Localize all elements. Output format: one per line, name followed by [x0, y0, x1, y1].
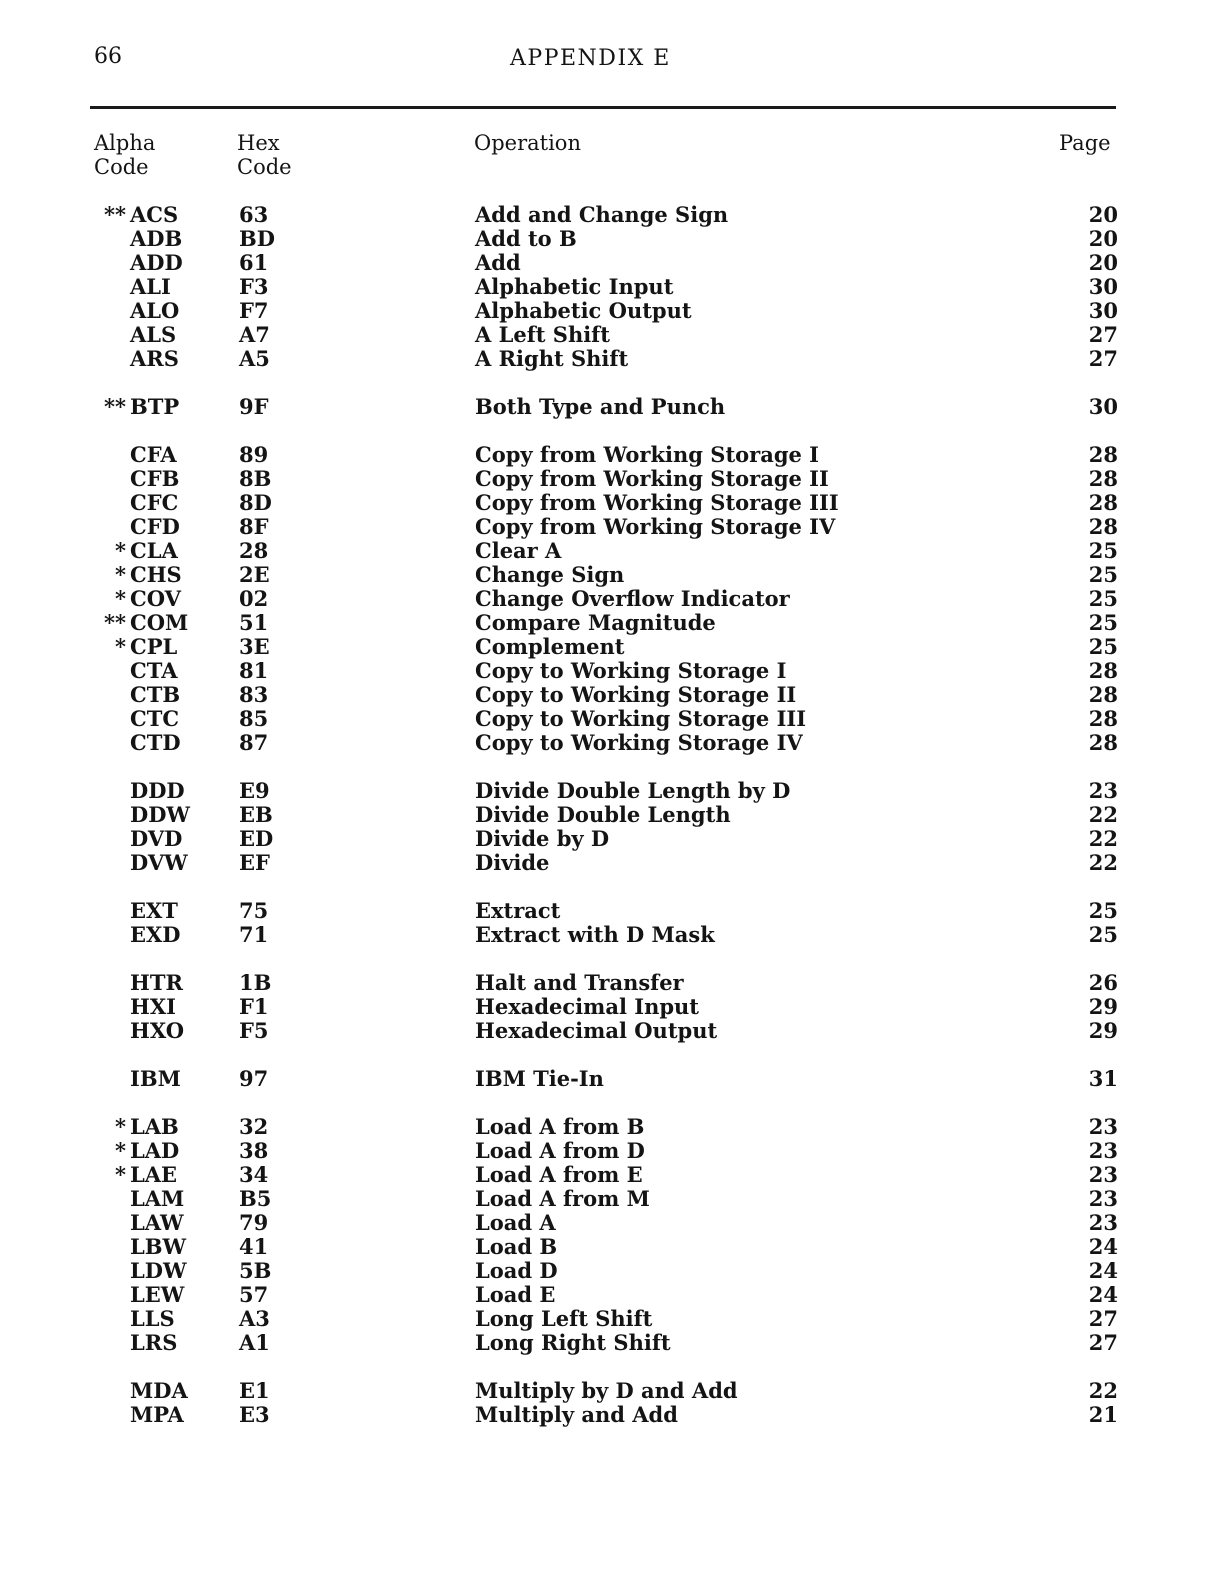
page-reference: 25 — [1088, 562, 1118, 587]
hex-code: BD — [239, 226, 275, 251]
alpha-code: MPA — [130, 1402, 184, 1427]
hex-code: EB — [239, 802, 273, 827]
alpha-code: LDW — [130, 1258, 187, 1283]
table-row — [0, 587, 1224, 611]
page-reference: 22 — [1088, 826, 1118, 851]
table-row — [0, 299, 1224, 323]
column-header-operation: Operation — [474, 131, 581, 155]
alpha-code: DDD — [130, 778, 185, 803]
table-row — [0, 539, 1224, 563]
alpha-code: ADB — [130, 226, 183, 251]
alpha-code: LEW — [130, 1282, 185, 1307]
page-reference: 22 — [1088, 1378, 1118, 1403]
hex-code: 1B — [239, 970, 272, 995]
hex-code: 41 — [239, 1234, 269, 1259]
alpha-code: HXO — [130, 1018, 185, 1043]
table-row — [0, 779, 1224, 803]
table-row — [0, 323, 1224, 347]
page-reference: 31 — [1088, 1066, 1118, 1091]
page-reference: 25 — [1088, 898, 1118, 923]
operation-name: A Left Shift — [475, 322, 610, 347]
table-row — [0, 899, 1224, 923]
table-row — [0, 971, 1224, 995]
operation-name: Extract — [475, 898, 561, 923]
table-row — [0, 227, 1224, 251]
table-row — [0, 1139, 1224, 1163]
alpha-code: DDW — [130, 802, 191, 827]
column-header-alpha-code — [94, 131, 155, 179]
hex-code: 8F — [239, 514, 269, 539]
page-reference: 25 — [1088, 634, 1118, 659]
page-reference: 20 — [1088, 226, 1118, 251]
hex-code: B5 — [239, 1186, 272, 1211]
alpha-code: CPL — [130, 634, 178, 659]
alpha-code: LAW — [130, 1210, 184, 1235]
operation-name: Complement — [475, 634, 625, 659]
table-row — [0, 563, 1224, 587]
reference-mark: * — [115, 1138, 126, 1163]
operation-name: Load D — [475, 1258, 558, 1283]
hex-code: 8B — [239, 466, 272, 491]
hex-code: A3 — [239, 1306, 270, 1331]
table-row — [0, 851, 1224, 875]
hex-code: 85 — [239, 706, 269, 731]
table-row — [0, 1259, 1224, 1283]
hex-code: 63 — [239, 202, 269, 227]
table-row — [0, 1283, 1224, 1307]
operation-name: Load A from E — [475, 1162, 643, 1187]
page-title: APPENDIX E — [510, 46, 671, 71]
operation-name: IBM Tie-In — [475, 1066, 604, 1091]
column-header-alpha-line-2: Code — [94, 155, 149, 179]
hex-code: 75 — [239, 898, 269, 923]
alpha-code: COM — [130, 610, 189, 635]
hex-code: EF — [239, 850, 270, 875]
hex-code: 57 — [239, 1282, 269, 1307]
operation-name: Change Sign — [475, 562, 625, 587]
alpha-code: DVD — [130, 826, 183, 851]
reference-mark: ** — [104, 610, 126, 635]
operation-name: Divide — [475, 850, 550, 875]
page-reference: 25 — [1088, 538, 1118, 563]
table-row — [0, 1331, 1224, 1355]
table-row — [0, 923, 1224, 947]
page-reference: 22 — [1088, 850, 1118, 875]
hex-code: 34 — [239, 1162, 269, 1187]
table-row — [0, 251, 1224, 275]
hex-code: ED — [239, 826, 274, 851]
reference-mark: ** — [104, 394, 126, 419]
alpha-code: CFA — [130, 442, 177, 467]
table-row — [0, 347, 1224, 371]
operation-name: Compare Magnitude — [475, 610, 716, 635]
hex-code: E9 — [239, 778, 270, 803]
operation-name: Divide Double Length by D — [475, 778, 791, 803]
hex-code: A7 — [239, 322, 270, 347]
page-reference: 24 — [1088, 1258, 1118, 1283]
operation-name: Load A from D — [475, 1138, 645, 1163]
column-header-alpha-line-1: Alpha — [94, 131, 156, 155]
operation-name: Copy from Working Storage I — [475, 442, 820, 467]
operation-name: Copy from Working Storage III — [475, 490, 839, 515]
page-reference: 23 — [1088, 778, 1118, 803]
alpha-code: CTC — [130, 706, 180, 731]
operation-name: Clear A — [475, 538, 562, 563]
table-row — [0, 491, 1224, 515]
hex-code: F5 — [239, 1018, 269, 1043]
operation-name: Divide by D — [475, 826, 610, 851]
operation-name: Halt and Transfer — [475, 970, 684, 995]
hex-code: E3 — [239, 1402, 270, 1427]
page-reference: 28 — [1088, 490, 1118, 515]
hex-code: 02 — [239, 586, 269, 611]
column-header-page: Page — [1059, 131, 1111, 155]
reference-mark: * — [115, 586, 126, 611]
hex-code: 97 — [239, 1066, 269, 1091]
page-reference: 27 — [1088, 1330, 1118, 1355]
alpha-code: CTD — [130, 730, 181, 755]
table-row — [0, 659, 1224, 683]
operation-name: Multiply by D and Add — [475, 1378, 738, 1403]
table-row — [0, 1163, 1224, 1187]
alpha-code: LRS — [130, 1330, 178, 1355]
alpha-code: BTP — [130, 394, 180, 419]
table-row — [0, 1019, 1224, 1043]
operation-name: Hexadecimal Output — [475, 1018, 718, 1043]
page-reference: 28 — [1088, 466, 1118, 491]
hex-code: 3E — [239, 634, 270, 659]
table-row — [0, 827, 1224, 851]
table-row — [0, 1403, 1224, 1427]
operation-name: Divide Double Length — [475, 802, 731, 827]
page-reference: 28 — [1088, 514, 1118, 539]
page-reference: 28 — [1088, 730, 1118, 755]
operation-name: Add and Change Sign — [475, 202, 729, 227]
page-number: 66 — [94, 44, 122, 69]
alpha-code: CTA — [130, 658, 178, 683]
page-reference: 20 — [1088, 250, 1118, 275]
operation-name: Extract with D Mask — [475, 922, 715, 947]
operation-name: Load A from M — [475, 1186, 650, 1211]
alpha-code: IBM — [130, 1066, 181, 1091]
hex-code: 89 — [239, 442, 269, 467]
operation-name: Copy to Working Storage III — [475, 706, 807, 731]
column-header-hex-code — [237, 131, 292, 179]
alpha-code: CFD — [130, 514, 180, 539]
page-reference: 29 — [1088, 994, 1118, 1019]
alpha-code: ALO — [130, 298, 180, 323]
operation-name: Copy to Working Storage IV — [475, 730, 803, 755]
alpha-code: CHS — [130, 562, 182, 587]
operation-name: Change Overflow Indicator — [475, 586, 790, 611]
alpha-code: EXT — [130, 898, 178, 923]
table-row — [0, 203, 1224, 227]
page-reference: 21 — [1088, 1402, 1118, 1427]
alpha-code: LAB — [130, 1114, 179, 1139]
reference-mark: ** — [104, 202, 126, 227]
alpha-code: EXD — [130, 922, 181, 947]
table-row — [0, 443, 1224, 467]
table-row — [0, 731, 1224, 755]
reference-mark: * — [115, 634, 126, 659]
operation-name: Both Type and Punch — [475, 394, 726, 419]
operation-name: Long Left Shift — [475, 1306, 653, 1331]
header-rule — [90, 106, 1116, 109]
hex-code: F7 — [239, 298, 269, 323]
operation-name: Load E — [475, 1282, 556, 1307]
hex-code: 38 — [239, 1138, 269, 1163]
operation-name: Load B — [475, 1234, 558, 1259]
page-reference: 24 — [1088, 1282, 1118, 1307]
page-reference: 24 — [1088, 1234, 1118, 1259]
page-reference: 27 — [1088, 322, 1118, 347]
alpha-code: ADD — [130, 250, 183, 275]
operation-name: Add — [475, 250, 521, 275]
page-reference: 28 — [1088, 442, 1118, 467]
page-reference: 23 — [1088, 1186, 1118, 1211]
hex-code: 51 — [239, 610, 269, 635]
table-row — [0, 995, 1224, 1019]
hex-code: 8D — [239, 490, 272, 515]
page-reference: 23 — [1088, 1162, 1118, 1187]
alpha-code: MDA — [130, 1378, 188, 1403]
page-reference: 23 — [1088, 1114, 1118, 1139]
alpha-code: ARS — [130, 346, 179, 371]
page-reference: 25 — [1088, 922, 1118, 947]
hex-code: F3 — [239, 274, 269, 299]
alpha-code: LAE — [130, 1162, 178, 1187]
hex-code: 71 — [239, 922, 269, 947]
reference-mark: * — [115, 1162, 126, 1187]
alpha-code: CLA — [130, 538, 178, 563]
operation-name: Add to B — [475, 226, 577, 251]
alpha-code: HXI — [130, 994, 176, 1019]
alpha-code: ALI — [130, 274, 171, 299]
hex-code: 87 — [239, 730, 269, 755]
operation-name: Copy to Working Storage I — [475, 658, 787, 683]
alpha-code: DVW — [130, 850, 188, 875]
hex-code: 81 — [239, 658, 269, 683]
alpha-code: LBW — [130, 1234, 187, 1259]
table-row — [0, 467, 1224, 491]
hex-code: 5B — [239, 1258, 272, 1283]
alpha-code: LAD — [130, 1138, 180, 1163]
hex-code: A1 — [239, 1330, 270, 1355]
column-header-hex-line-1: Hex — [237, 131, 280, 155]
hex-code: 83 — [239, 682, 269, 707]
page-reference: 25 — [1088, 610, 1118, 635]
page-reference: 26 — [1088, 970, 1118, 995]
page-reference: 30 — [1088, 274, 1118, 299]
page-reference: 25 — [1088, 586, 1118, 611]
page-reference: 30 — [1088, 394, 1118, 419]
table-row — [0, 1067, 1224, 1091]
hex-code: E1 — [239, 1378, 270, 1403]
column-header-hex-line-2: Code — [237, 155, 292, 179]
table-row — [0, 683, 1224, 707]
reference-mark: * — [115, 1114, 126, 1139]
table-row — [0, 803, 1224, 827]
alpha-code: ALS — [130, 322, 177, 347]
hex-code: 32 — [239, 1114, 269, 1139]
hex-code: 61 — [239, 250, 269, 275]
page-reference: 28 — [1088, 706, 1118, 731]
page-reference: 20 — [1088, 202, 1118, 227]
table-row — [0, 1379, 1224, 1403]
table-row — [0, 1115, 1224, 1139]
hex-code: 9F — [239, 394, 269, 419]
reference-mark: * — [115, 562, 126, 587]
page-reference: 29 — [1088, 1018, 1118, 1043]
alpha-code: ACS — [130, 202, 179, 227]
operation-name: Alphabetic Output — [475, 298, 692, 323]
operation-name: Load A — [475, 1210, 556, 1235]
operation-name: Long Right Shift — [475, 1330, 671, 1355]
alpha-code: CFB — [130, 466, 180, 491]
page-reference: 28 — [1088, 682, 1118, 707]
operation-name: Alphabetic Input — [475, 274, 674, 299]
table-row — [0, 1307, 1224, 1331]
table-row — [0, 1187, 1224, 1211]
page-reference: 27 — [1088, 346, 1118, 371]
operation-name: A Right Shift — [475, 346, 629, 371]
instruction-table — [0, 203, 1224, 1427]
reference-mark: * — [115, 538, 126, 563]
page-reference: 23 — [1088, 1138, 1118, 1163]
alpha-code: CTB — [130, 682, 181, 707]
table-row — [0, 515, 1224, 539]
table-row — [0, 395, 1224, 419]
alpha-code: LAM — [130, 1186, 185, 1211]
page-reference: 28 — [1088, 658, 1118, 683]
table-row — [0, 707, 1224, 731]
page-reference: 27 — [1088, 1306, 1118, 1331]
page-reference: 23 — [1088, 1210, 1118, 1235]
operation-name: Copy from Working Storage II — [475, 466, 829, 491]
page-reference: 22 — [1088, 802, 1118, 827]
operation-name: Hexadecimal Input — [475, 994, 699, 1019]
operation-name: Copy from Working Storage IV — [475, 514, 836, 539]
operation-name: Load A from B — [475, 1114, 645, 1139]
alpha-code: HTR — [130, 970, 183, 995]
hex-code: 79 — [239, 1210, 269, 1235]
operation-name: Multiply and Add — [475, 1402, 678, 1427]
table-row — [0, 611, 1224, 635]
table-row — [0, 1211, 1224, 1235]
alpha-code: LLS — [130, 1306, 175, 1331]
alpha-code: CFC — [130, 490, 179, 515]
table-row — [0, 1235, 1224, 1259]
operation-name: Copy to Working Storage II — [475, 682, 797, 707]
page-reference: 30 — [1088, 298, 1118, 323]
hex-code: F1 — [239, 994, 269, 1019]
hex-code: A5 — [239, 346, 270, 371]
hex-code: 2E — [239, 562, 270, 587]
alpha-code: COV — [130, 586, 181, 611]
table-row — [0, 635, 1224, 659]
table-row — [0, 275, 1224, 299]
hex-code: 28 — [239, 538, 269, 563]
